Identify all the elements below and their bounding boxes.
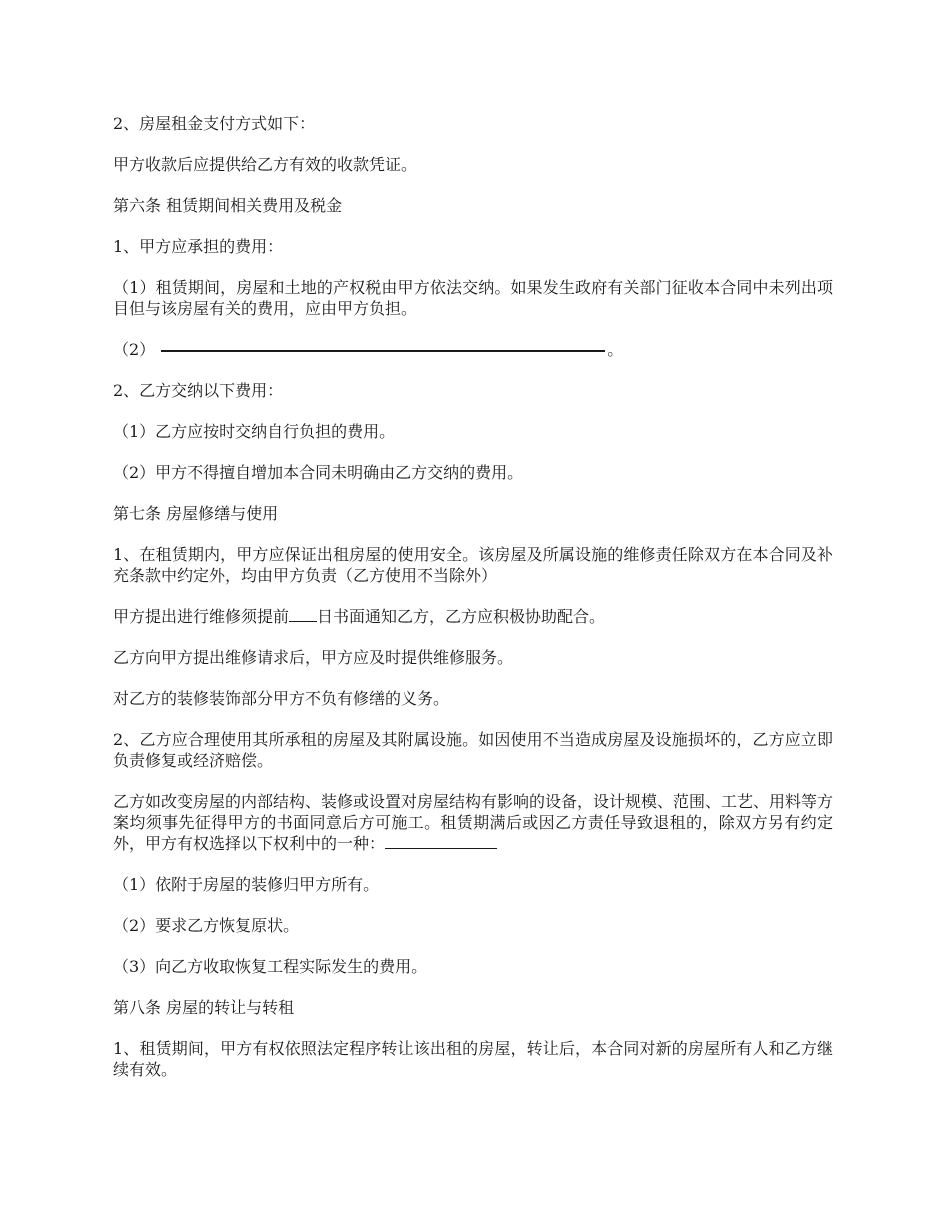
article-6-title: 第六条 租赁期间相关费用及税金 xyxy=(113,196,343,215)
repair-request-clause: 乙方向甲方提出维修请求后，甲方应及时提供维修服务。 xyxy=(113,648,514,667)
option-1: （1）依附于房屋的装修归甲方所有。 xyxy=(113,875,380,894)
fee-item-2-prefix: （2） xyxy=(113,340,156,359)
fee-item-2-suffix: 。 xyxy=(607,340,624,359)
decoration-clause: 对乙方的装修装饰部分甲方不负有修缮的义务。 xyxy=(113,689,450,708)
repair-notice-part-b: 日书面通知乙方，乙方应积极协助配合。 xyxy=(317,607,606,626)
payment-method-heading: 2、房屋租金支付方式如下： xyxy=(113,114,316,133)
transfer-clause-1: 1、租赁期间，甲方有权依照法定程序转让该出租的房屋，转让后，本合同对新的房屋所有人和乙方继续有效。 xyxy=(113,1039,833,1079)
option-3: （3）向乙方收取恢复工程实际发生的费用。 xyxy=(113,957,428,976)
party-a-fee-item-1: （1）租赁期间，房屋和土地的产权税由甲方依法交纳。如果发生政府有关部门征收本合同中未列出项目但与该房屋有关的费用，应由甲方负担。 xyxy=(113,278,833,318)
article-7-title: 第七条 房屋修缮与使用 xyxy=(113,504,279,523)
repair-notice-clause xyxy=(113,606,833,627)
party-b-fees-heading: 2、乙方交纳以下费用： xyxy=(113,381,284,400)
alteration-text: 乙方如改变房屋的内部结构、装修或设置对房屋结构有影响的设备，设计规模、范围、工艺、用料等方案均须事先征得甲方的书面同意后方可施工。租赁期满后或因乙方责任导致退租的，除双方另有约定外，甲方有权选择以下权利中的一种： xyxy=(113,792,834,853)
party-a-fees-heading: 1、甲方应承担的费用： xyxy=(113,237,284,256)
article-8-title: 第八条 房屋的转让与转租 xyxy=(113,998,295,1017)
alteration-clause xyxy=(113,791,833,854)
choice-blank xyxy=(385,834,497,849)
repair-notice-part-a: 甲方提出进行维修须提前 xyxy=(113,607,290,626)
document-page xyxy=(113,113,833,1100)
receipt-clause: 甲方收款后应提供给乙方有效的收款凭证。 xyxy=(113,155,418,174)
usage-clause-2: 2、乙方应合理使用其所承租的房屋及其附属设施。如因使用不当造成房屋及设施损坏的，乙方应立即负责修复或经济赔偿。 xyxy=(113,730,833,770)
party-b-fee-item-2: （2）甲方不得擅自增加本合同未明确由乙方交纳的费用。 xyxy=(113,463,524,482)
option-2: （2）要求乙方恢复原状。 xyxy=(113,916,300,935)
repair-clause-1: 1、在租赁期内，甲方应保证出租房屋的使用安全。该房屋及所属设施的维修责任除双方在本合同及补充条款中约定外，均由甲方负责（乙方使用不当除外） xyxy=(113,545,833,585)
party-b-fee-item-1: （1）乙方应按时交纳自行负担的费用。 xyxy=(113,422,396,441)
days-blank xyxy=(289,607,317,622)
party-a-fee-item-2 xyxy=(113,339,833,360)
fill-in-line xyxy=(161,350,605,352)
